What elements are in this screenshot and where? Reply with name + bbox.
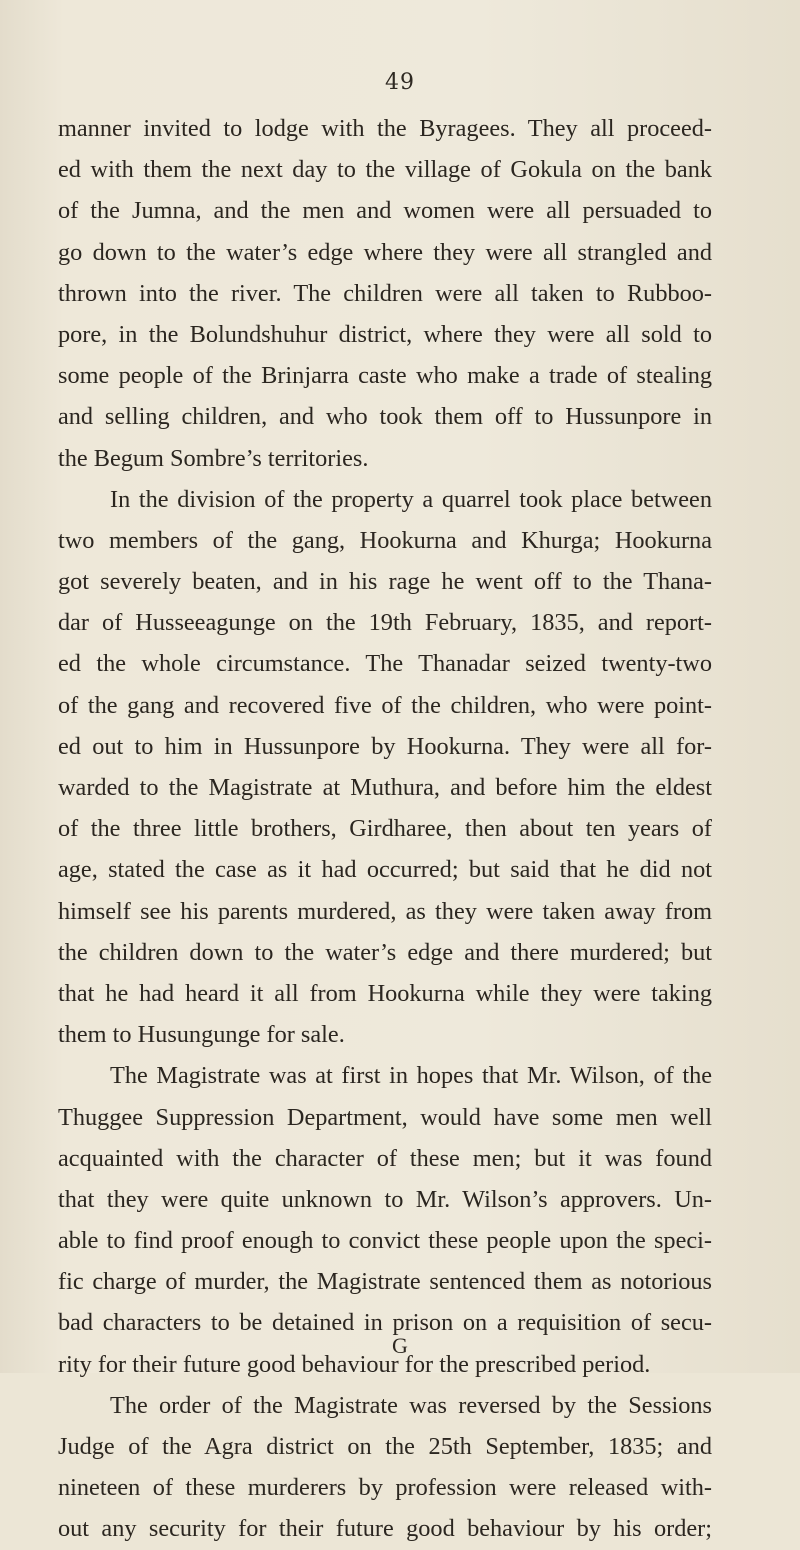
text-line: thrown into the river. The children were all taken to Rubboo-: [58, 279, 712, 307]
text-line: go down to the water’s edge where they were all strangled and: [58, 238, 712, 266]
text-line: some people of the Brinjarra caste who make a trade of stealing: [58, 362, 712, 390]
text-line: age, stated the case as it had occurred; but said that he did not: [58, 856, 712, 884]
text-line: Judge of the Agra district on the 25th September, 1835; and: [58, 1433, 712, 1460]
text-line: manner invited to lodge with the Byragees. They all proceed-: [58, 115, 712, 142]
text-line: ed the whole circumstance. The Thanadar seized twenty-two: [58, 650, 712, 678]
text-line: of the three little brothers, Girdharee, then about ten years of: [58, 815, 712, 843]
text-line: pore, in the Bolundshuhur district, where they were all sold to: [58, 320, 712, 348]
paragraph-start-line: The Magistrate was at first in hopes that Mr. Wilson, of the: [110, 1062, 712, 1090]
text-line: Thuggee Suppression Department, would have some men well: [58, 1103, 712, 1131]
text-line: got severely beaten, and in his rage he went off to the Thana-: [58, 568, 712, 596]
text-line: and selling children, and who took them off to Hussunpore in: [58, 403, 712, 431]
text-line: able to find proof enough to convict these people upon the speci-: [58, 1227, 712, 1255]
text-line: warded to the Magistrate at Muthura, and before him the eldest: [58, 774, 712, 801]
paragraph-start-line: The order of the Magistrate was reversed by the Sessions: [110, 1391, 712, 1419]
text-line: that he had heard it all from Hookurna while they were taking: [58, 979, 712, 1007]
text-line: ed out to him in Hussunpore by Hookurna. They were all for-: [58, 732, 712, 760]
text-line: the children down to the water’s edge and there murdered; but: [58, 938, 712, 966]
text-line: dar of Husseeagunge on the 19th February, 1835, and report-: [58, 609, 712, 637]
text-line: acquainted with the character of these men; but it was found: [58, 1144, 712, 1172]
page-number: 49: [385, 70, 415, 95]
signature-mark: G: [392, 1333, 408, 1358]
text-line: ed with them the next day to the village of Gokula on the bank: [58, 156, 712, 184]
paragraph-end-line: them to Husungunge for sale.: [58, 1021, 345, 1049]
text-line: nineteen of these murderers by profession were released with-: [58, 1474, 712, 1502]
text-line: himself see his parents murdered, as they were taken away from: [58, 897, 712, 925]
text-line: out any security for their future good behaviour by his order;: [58, 1515, 712, 1543]
text-line: of the gang and recovered five of the children, who were point-: [58, 691, 712, 719]
text-line: that they were quite unknown to Mr. Wilson’s approvers. Un-: [58, 1185, 712, 1213]
text-line: two members of the gang, Hookurna and Khurga; Hookurna: [58, 526, 712, 554]
paragraph-start-line: In the division of the property a quarrel took place between: [110, 485, 712, 513]
text-line: of the Jumna, and the men and women were all persuaded to: [58, 197, 712, 225]
paragraph-end-line: the Begum Sombre’s territories.: [58, 444, 369, 472]
text-line: fic charge of murder, the Magistrate sentenced them as notorious: [58, 1268, 712, 1296]
text-line: bad characters to be detained in prison on a requisition of secu-: [58, 1309, 712, 1337]
paragraph-end-line: rity for their future good behaviour for the prescribed period.: [58, 1350, 651, 1378]
